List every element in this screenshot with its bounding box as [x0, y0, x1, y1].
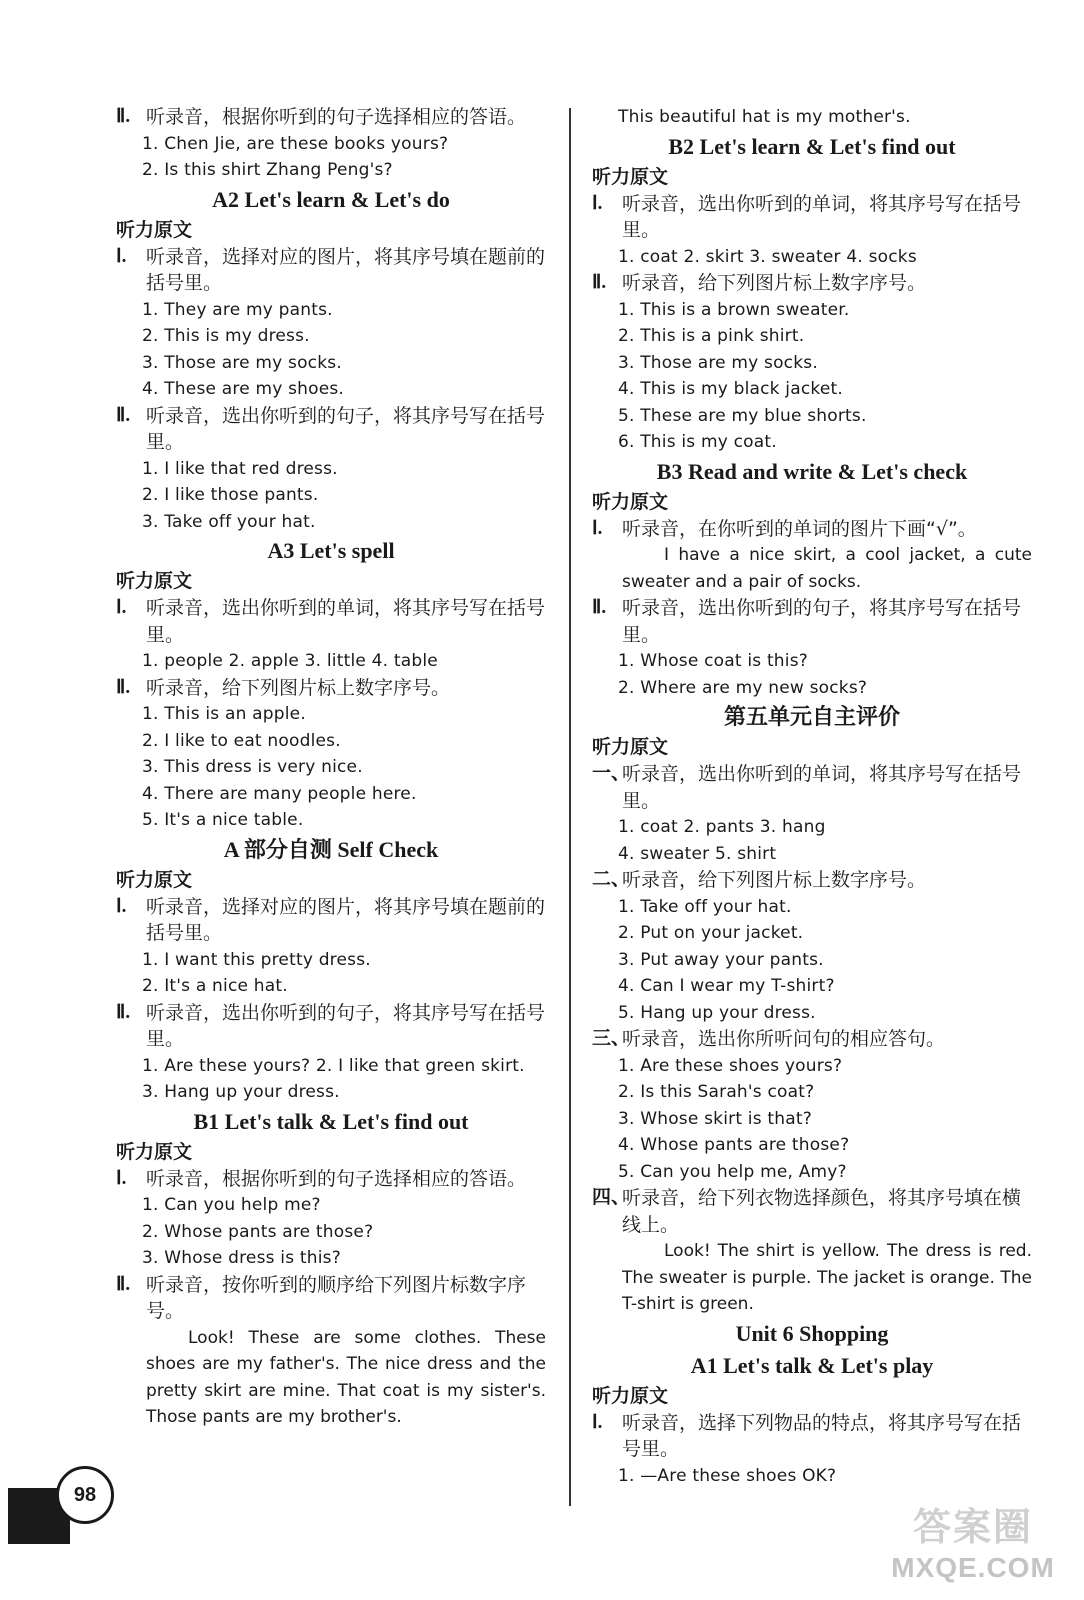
question-number: Ⅰ.	[116, 895, 127, 917]
transcript-line: 1. I like that red dress.	[142, 458, 338, 479]
question-text: 听录音，给下列图片标上数字序号。	[146, 676, 451, 699]
section-heading: B2 Let's learn & Let's find out	[668, 133, 956, 159]
section-heading: A3 Let's spell	[267, 538, 395, 563]
transcript-line: This beautiful hat is my mother's.	[618, 107, 911, 127]
question-instruction	[116, 244, 546, 297]
transcript-line: 4. Can I wear my T-shirt?	[618, 976, 835, 996]
transcript-line: 2. Is this Sarah's coat?	[618, 1082, 815, 1102]
question-number: Ⅰ.	[592, 192, 603, 214]
transcript-line: 2. Put on your jacket.	[618, 923, 804, 943]
question-number: Ⅱ.	[592, 272, 607, 293]
section-heading: 第五单元自主评价	[723, 704, 900, 729]
transcript-line: 5. It's a nice table.	[142, 810, 304, 830]
question-number: Ⅱ.	[116, 404, 131, 426]
transcript-line: 1. —Are these shoes OK?	[618, 1465, 837, 1486]
question-instruction	[116, 1000, 546, 1053]
question-instruction	[592, 761, 1032, 814]
transcript-line: 2. Is this shirt Zhang Peng's?	[142, 160, 393, 180]
transcript-line: 3. Put away your pants.	[618, 949, 824, 970]
question-text: 听录音，选出你听到的句子，将其序号写在括号里。	[146, 404, 546, 453]
question-instruction	[116, 403, 546, 456]
transcript-paragraph: I have a nice skirt, a cool jacket, a cute sweater and a pair of socks.	[622, 545, 1032, 592]
transcript-line: 1. coat 2. pants 3. hang	[618, 817, 826, 837]
question-text: 听录音，选择对应的图片，将其序号填在题前的括号里。	[146, 245, 546, 294]
section-label: 听力原文	[592, 490, 669, 513]
transcript-line: 3. Hang up your dress.	[142, 1082, 340, 1102]
question-number: Ⅱ.	[116, 1001, 131, 1023]
question-number: Ⅰ.	[592, 517, 603, 539]
question-number: 二、	[592, 869, 631, 890]
transcript-line: 5. Hang up your dress.	[618, 1002, 816, 1023]
transcript-line: 1. They are my pants.	[142, 299, 333, 320]
section-label: 听力原文	[592, 736, 669, 758]
transcript-line: 3. Those are my socks.	[618, 352, 818, 373]
section-heading: B3 Read and write & Let's check	[656, 458, 968, 484]
question-text: 听录音，选择对应的图片，将其序号填在题前的括号里。	[146, 895, 546, 944]
transcript-line: 3. Those are my socks.	[142, 352, 342, 373]
question-instruction	[592, 1410, 1032, 1463]
transcript-line: 1. Can you help me?	[142, 1195, 321, 1215]
question-number: Ⅱ.	[592, 597, 607, 618]
transcript-line: 1. Are these shoes yours?	[618, 1055, 843, 1076]
question-text: 听录音，根据你听到的句子选择相应的答语。	[146, 106, 527, 128]
transcript-line: 1. I want this pretty dress.	[142, 949, 371, 970]
transcript-line: 6. This is my coat.	[618, 432, 777, 452]
section-heading: B1 Let's talk & Let's find out	[193, 1108, 469, 1134]
transcript-line: 4. sweater 5. shirt	[618, 843, 777, 864]
question-text: 听录音，给下列衣物选择颜色，将其序号填在横线上。	[622, 1187, 1022, 1236]
question-instruction	[592, 516, 1032, 543]
section-label: 听力原文	[116, 868, 193, 891]
question-instruction	[116, 1166, 546, 1193]
watermark-url: MXQE.COM	[891, 1552, 1055, 1583]
question-text: 听录音，选出你听到的单词，将其序号写在括号里。	[146, 597, 546, 646]
question-instruction	[592, 595, 1032, 648]
right-column	[592, 104, 1032, 1489]
question-text: 听录音，选择下列物品的特点，将其序号写在括号里。	[622, 1411, 1022, 1460]
question-text: 听录音，根据你听到的句子选择相应的答语。	[146, 1167, 527, 1190]
transcript-line: 4. This is my black jacket.	[618, 379, 843, 399]
transcript-line: 2. It's a nice hat.	[142, 976, 288, 996]
transcript-line: 1. Chen Jie, are these books yours?	[142, 133, 449, 154]
left-column	[116, 104, 546, 1431]
question-text: 听录音，按你听到的顺序给下列图片标数字序号。	[146, 1273, 527, 1322]
question-instruction	[592, 270, 1032, 297]
question-text: 听录音，选出你听到的句子，将其序号写在括号里。	[622, 597, 1022, 646]
transcript-line: 4. There are many people here.	[142, 783, 417, 804]
question-text: 听录音，给下列图片标上数字序号。	[622, 272, 927, 294]
transcript-line: 2. I like to eat noodles.	[142, 730, 341, 751]
transcript-line: 5. These are my blue shorts.	[618, 405, 867, 426]
transcript-line: 2. This is a pink shirt.	[618, 326, 805, 346]
question-instruction	[592, 1026, 1032, 1053]
transcript-line: 3. This dress is very nice.	[142, 757, 363, 777]
transcript-line: 3. Take off your hat.	[142, 511, 316, 532]
question-text: 听录音，选出你听到的单词，将其序号写在括号里。	[622, 192, 1022, 241]
section-label: 听力原文	[116, 570, 193, 592]
question-text: 听录音，选出你听到的单词，将其序号写在括号里。	[622, 763, 1022, 812]
watermark	[878, 1506, 1068, 1592]
transcript-line: 1. This is a brown sweater.	[618, 299, 850, 320]
transcript-line: 2. I like those pants.	[142, 485, 319, 505]
question-instruction	[116, 894, 546, 947]
question-number: 一、	[592, 763, 631, 784]
question-number: Ⅱ.	[116, 676, 131, 698]
question-number: Ⅰ.	[116, 597, 127, 618]
question-number: Ⅱ.	[116, 106, 131, 127]
question-number: 三、	[592, 1028, 631, 1049]
question-number: Ⅰ.	[116, 1167, 127, 1189]
question-instruction	[116, 1272, 546, 1325]
section-label: 听力原文	[592, 1384, 669, 1407]
transcript-line: 1. This is an apple.	[142, 704, 306, 724]
transcript-line: 1. Take off your hat.	[618, 896, 792, 917]
transcript-paragraph: Look! The shirt is yellow. The dress is red. The sweater is purple. The jacket is orange. The T-shirt is green.	[622, 1241, 1032, 1314]
question-text: 听录音，选出你听到的句子，将其序号写在括号里。	[146, 1001, 546, 1050]
transcript-line: 1. coat 2. skirt 3. sweater 4. socks	[618, 246, 917, 267]
question-instruction	[592, 1185, 1032, 1238]
question-instruction	[116, 675, 546, 702]
section-heading: Unit 6 Shopping	[735, 1320, 889, 1346]
transcript-paragraph: Look! These are some clothes. These shoes are my father's. The nice dress and the pretty skirt are mine. That coat is my sister's. Those pants are my brother's.	[146, 1327, 546, 1427]
question-instruction	[592, 867, 1032, 894]
section-heading: A2 Let's learn & Let's do	[212, 186, 450, 212]
question-instruction	[592, 191, 1032, 244]
section-heading: A 部分自测 Self Check	[223, 836, 439, 862]
transcript-line: 3. Whose skirt is that?	[618, 1108, 812, 1129]
transcript-line: 2. Whose pants are those?	[142, 1221, 374, 1242]
question-number: Ⅰ.	[116, 245, 127, 267]
watermark-logo-text: 答案圈	[912, 1507, 1033, 1549]
question-text: 听录音，选出你所听问句的相应答句。	[622, 1028, 946, 1050]
transcript-line: 1. people 2. apple 3. little 4. table	[142, 651, 438, 671]
section-label: 听力原文	[592, 165, 669, 188]
question-instruction	[116, 595, 546, 648]
transcript-line: 1. Whose coat is this?	[618, 651, 808, 671]
question-number: Ⅱ.	[116, 1273, 131, 1295]
section-label: 听力原文	[116, 1140, 193, 1163]
question-text: 听录音，给下列图片标上数字序号。	[622, 869, 927, 891]
section-label: 听力原文	[116, 218, 193, 241]
section-heading: A1 Let's talk & Let's play	[690, 1352, 934, 1378]
transcript-line: 5. Can you help me, Amy?	[618, 1161, 847, 1182]
transcript-line: 4. Whose pants are those?	[618, 1135, 850, 1155]
transcript-line: 2. This is my dress.	[142, 326, 310, 346]
transcript-line: 1. Are these yours? 2. I like that green skirt.	[142, 1055, 525, 1076]
transcript-line: 4. These are my shoes.	[142, 379, 345, 399]
question-instruction	[116, 104, 546, 131]
page-number: 98	[56, 1466, 114, 1524]
question-number: Ⅰ.	[592, 1411, 603, 1433]
question-text: 听录音，在你听到的单词的图片下画“√”。	[622, 517, 977, 540]
question-number: 四、	[592, 1187, 631, 1208]
column-divider	[569, 108, 571, 1506]
transcript-line: 2. Where are my new socks?	[618, 677, 868, 698]
transcript-line: 3. Whose dress is this?	[142, 1248, 341, 1268]
